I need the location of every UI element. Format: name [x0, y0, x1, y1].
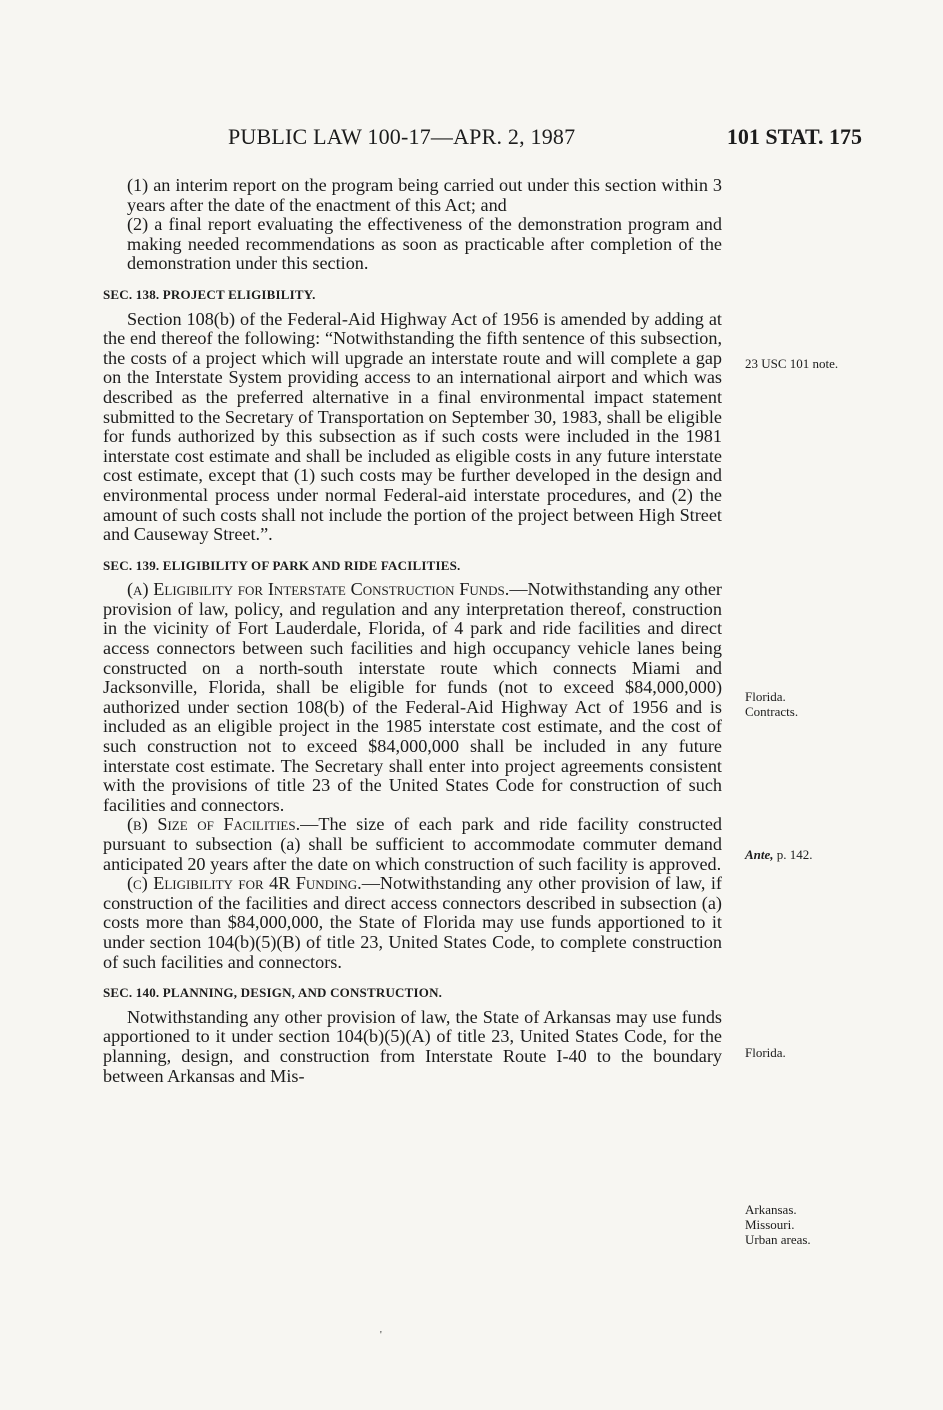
- sec-139-c-label: (c) Eligibility for 4R Funding.: [127, 873, 362, 894]
- sec-139-c-text: Notwithstanding any other provision of law, if construction of the facilities and direct access connectors described in subsection (a) costs more than $84,000,000, the State of Florida may use funds apportioned to it under section 104(b)(5)(B) of title 23, United States Code, to complete construction of such facilities and connectors.: [103, 873, 722, 972]
- document-body: [103, 176, 722, 1086]
- header-page-number: 101 STAT. 175: [726, 124, 862, 149]
- sec-140-heading: SEC. 140. PLANNING, DESIGN, AND CONSTRUCTION.: [103, 985, 443, 1001]
- margin-note-line: Arkansas.: [745, 1202, 797, 1217]
- margin-note-line: Contracts.: [745, 704, 799, 719]
- stray-mark: ': [380, 1330, 382, 1341]
- margin-note-florida: Florida.: [745, 1045, 786, 1060]
- item-2: (2) a final report evaluating the effectiveness of the demonstration program and making needed recommendations as soon as practicable after completion of the demonstration under this section.: [127, 214, 722, 274]
- em-dash: —: [300, 814, 319, 835]
- item-1: (1) an interim report on the program being carried out under this section within 3 years after the date of the enactment of this Act; and: [127, 175, 722, 215]
- sec-139-c: [103, 874, 722, 972]
- sec-139-a-text: Notwithstanding any other provision of law, policy, and regulation and any interpretation thereof, construction in the vicinity of Fort Lauderdale, Florida, of 4 park and ride facilities and direct access connectors between such facilities and high occupancy vehicle lanes being constructed on a north-south interstate route which connects Miami and Jacksonville, Florida, shall be eligible for funds (not to exceed $84,000,000) authorized under section 108(b) of the Federal-Aid Highway Act of 1956 and is included as an eligible project in the 1985 interstate cost estimate, and the cost of such construction not to exceed $84,000,000 shall be included in any future interstate cost estimate. The Secretary shall enter into project agreements consistent with the provisions of title 23 of the United States Code for construction of such facilities and connectors.: [103, 579, 722, 815]
- sec-138-heading: SEC. 138. PROJECT ELIGIBILITY.: [103, 286, 316, 302]
- margin-note-line: Florida.: [745, 689, 786, 704]
- margin-note-florida-contracts: [745, 689, 798, 719]
- margin-note-ante-page: p. 142.: [773, 847, 813, 862]
- sec-139-a: [103, 580, 722, 815]
- margin-note-line: Urban areas.: [745, 1232, 811, 1247]
- page-header: [102, 124, 862, 156]
- sec-140-text: Notwithstanding any other provision of law, the State of Arkansas may use funds apportioned to it under section 104(b)(5)(A) of title 23, United States Code, for the planning, design, and construction from Interstate Route I-40 to the boundary between Arkansas and Mis-: [103, 1006, 722, 1086]
- margin-note-arkansas-missouri: [745, 1202, 811, 1247]
- em-dash: —: [509, 579, 528, 600]
- margin-note-ante-italic: Ante,: [745, 847, 774, 862]
- sec-138-text: Section 108(b) of the Federal-Aid Highway Act of 1956 is amended by adding at the end thereof the following: “Notwithstanding the fifth sentence of this subsection, the costs of a project which will upgrade an interstate route and will complete a gap on the Interstate System providing access to an international airport and which was described as the preferred alternative in a final environmental impact statement submitted to the Secretary of Transportation on September 30, 1983, shall be eligible for funds authorized by this subsection as if such costs were included in the 1981 interstate cost estimate and shall be included as eligible costs in any future interstate cost estimate, except that (1) such costs may be further developed in the design and environmental process under normal Federal-aid interstate procedures, and (2) the amount of such costs shall not include the portion of the project between High Street and Causeway Street.”.: [103, 308, 722, 545]
- margin-note-line: Missouri.: [745, 1217, 795, 1232]
- sec-139-heading: SEC. 139. ELIGIBILITY OF PARK AND RIDE FACILITIES.: [103, 557, 461, 573]
- margin-note-ante: [745, 847, 813, 862]
- sec-139-b: [103, 815, 722, 874]
- margin-note-usc: 23 USC 101 note.: [745, 356, 839, 371]
- em-dash: —: [361, 873, 380, 894]
- sec-139-b-label: (b) Size of Facilities.: [127, 814, 301, 835]
- sec-139-b-text: The size of each park and ride facility constructed pursuant to subsection (a) shall be sufficient to accommodate commuter demand anticipated 20 years after the date on which construction of such facility is approved.: [103, 814, 722, 874]
- header-title: PUBLIC LAW 100-17—APR. 2, 1987: [228, 124, 576, 149]
- sec-139-a-label: (a) Eligibility for Interstate Construction Funds.: [127, 579, 510, 600]
